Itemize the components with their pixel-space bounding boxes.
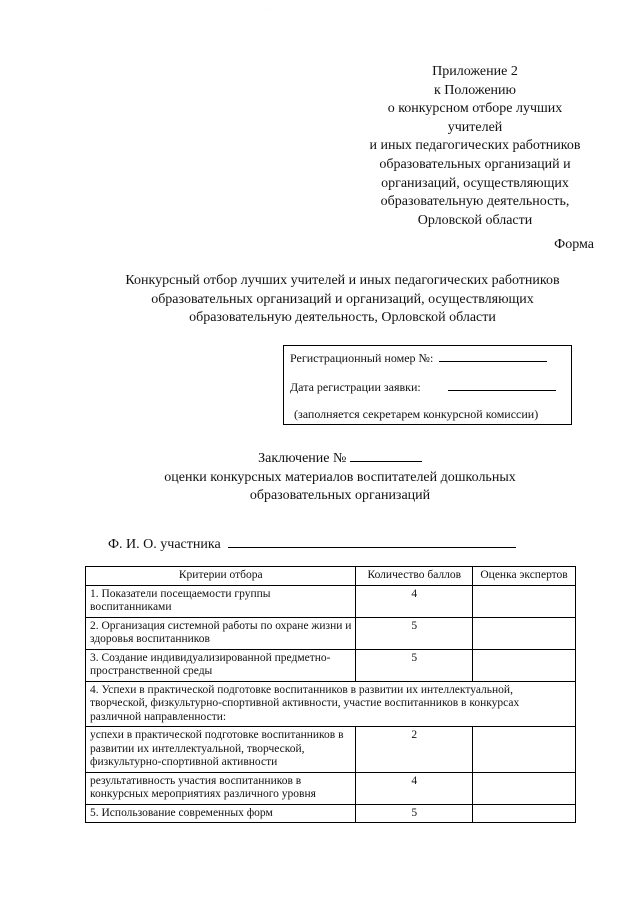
registration-date-row [290,379,556,395]
appendix-line: образовательную деятельность, [380,194,570,210]
expert-score-cell[interactable] [473,804,576,823]
section-cell: 4. Успехи в практической подготовке воспитанников в развитии их интеллектуальной, творческой, физкультурно-спортивной активности, участие воспитанников в конкурсах различной направленности: [86,681,576,727]
criterion-cell: 2. Организация системной работы по охране жизни и здоровья воспитанников [86,617,356,649]
expert-score-cell[interactable] [473,727,576,773]
expert-score-cell[interactable] [473,772,576,804]
points-cell: 4 [356,585,473,617]
points-cell: 5 [356,617,473,649]
expert-score-cell[interactable] [473,617,576,649]
appendix-line: к Положению [433,82,516,98]
appendix-line: организаций, осуществляющих [381,175,569,191]
criterion-cell: 3. Создание индивидуализированной предметно-пространственной среды [86,649,356,681]
header-points: Количество баллов [356,567,473,586]
appendix-line: о конкурсном отборе лучших [387,101,563,117]
table-row [86,804,576,823]
participant-label: Ф. И. О. участника [108,537,221,552]
table-section-row [86,681,576,727]
form-label: Форма [554,237,594,252]
criterion-cell: 1. Показатели посещаемости группы воспитанниками [86,585,356,617]
points-cell: 5 [356,649,473,681]
title-line: образовательную деятельность, Орловской области [189,310,496,325]
registration-number-label: Регистрационный номер №: [290,351,434,365]
table-row [86,649,576,681]
header-expert: Оценка экспертов [473,567,576,586]
document-title [80,272,605,328]
conclusion-heading [100,449,580,506]
criterion-cell: 5. Использование современных форм [86,804,356,823]
registration-date-field[interactable] [448,379,556,391]
table-row [86,585,576,617]
criterion-cell: успехи в практической подготовке воспитанников в развитии их интеллектуальной, творческой, физкультурно-спортивной активности [86,727,356,773]
conclusion-line-1 [100,449,580,469]
registration-note: (заполняется секретарем конкурсной комиссии) [294,407,539,421]
table-header-row [86,567,576,586]
appendix-header [330,63,620,230]
conclusion-line-2: оценки конкурсных материалов воспитателей дошкольных [164,469,516,485]
registration-number-field[interactable] [439,350,547,362]
conclusion-number-field[interactable] [350,449,422,462]
header-criteria: Критерии отбора [86,567,356,586]
expert-score-cell[interactable] [473,585,576,617]
points-cell: 5 [356,804,473,823]
scan-speck: . [266,6,267,10]
appendix-line: образовательных организаций и [379,156,571,172]
appendix-line: Орловской области [417,212,533,228]
points-cell: 2 [356,727,473,773]
table-row [86,617,576,649]
conclusion-prefix: Заключение № [258,451,347,466]
title-line: Конкурсный отбор лучших учителей и иных педагогических работников [125,273,560,288]
appendix-line: учителей [447,119,503,135]
criterion-cell: результативность участия воспитанников в конкурсных мероприятиях различного уровня [86,772,356,804]
registration-number-row [290,350,547,366]
table-row [86,772,576,804]
participant-row [108,535,516,553]
appendix-line: Приложение 2 [432,64,518,79]
table-row [86,727,576,773]
expert-score-cell[interactable] [473,649,576,681]
participant-name-field[interactable] [228,535,516,548]
title-line: образовательных организаций и организаций, осуществляющих [151,291,534,307]
points-cell: 4 [356,772,473,804]
registration-date-label: Дата регистрации заявки: [290,380,421,394]
registration-box [283,345,572,425]
conclusion-line-3: образовательных организаций [249,488,431,503]
criteria-table [85,566,576,823]
appendix-line: и иных педагогических работников [369,138,581,154]
